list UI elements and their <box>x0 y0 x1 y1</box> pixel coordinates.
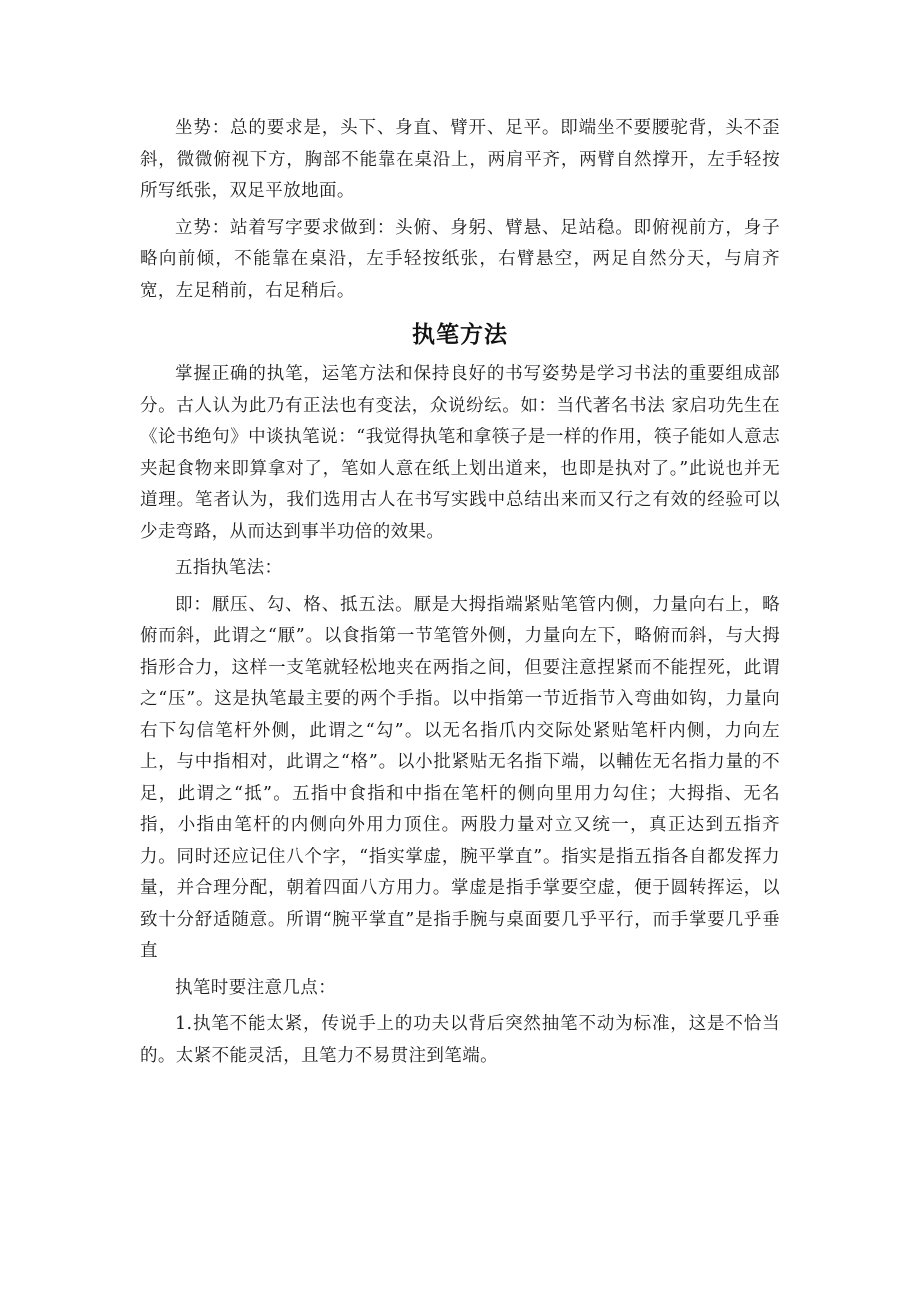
paragraph-five-finger-title: 五指执笔法： <box>175 558 283 578</box>
paragraph-intro: 掌握正确的执笔，运笔方法和保持良好的书写姿势是学习书法的重要组成部分。古人认为此乃有正法也有变法，众说纷纭。如：当代著名书法 家启功先生在《论书绝句》中谈执笔说：“我觉得执笔和拿筷子是一样的作用，筷子能如人意志夹起食物来即算拿对了，笔如人意在纸上划出道来，也即是执对了。”此说也并无道理。笔者认为，我们选用古人在书写实践中总结出来而又行之有效的经验可以少走弯路，从而达到事半功倍的效果。 <box>140 364 780 542</box>
paragraph-note-1: 1.执笔不能太紧，传说手上的功夫以背后突然抽笔不动为标准，这是不恰当的。太紧不能灵活，且笔力不易贯注到笔端。 <box>140 1014 780 1066</box>
paragraph-standing-posture: 立势：站着写字要求做到：头俯、身躬、臂悬、足站稳。即俯视前方，身子略向前倾，不能靠在桌沿，左手轻按纸张，右臂悬空，两足自然分天，与肩齐宽，左足稍前，右足稍后。 <box>140 217 780 301</box>
paragraph-five-finger-method: 即：厭压、勾、格、抵五法。厭是大拇指端紧贴笔管内侧，力量向右上，略俯而斜，此谓之“厭”。以食指第一节笔管外侧，力量向左下，略俯而斜，与大拇指形合力，这样一支笔就轻松地夹在两指之间，但要注意捏紧而不能捏死，此谓之“压”。这是执笔最主要的两个手指。以中指第一节近指节入弯曲如钩，力量向右下勾信笔杆外侧，此谓之“勾”。以无名指爪内交际处紧贴笔杆内侧，力向左上，与中指相对，此谓之“格”。以小批紧贴无名指下端，以輔佐无名指力量的不足，此谓之“抵”。五指中食指和中指在笔杆的侧向里用力勾住；大拇指、无名指，小指由笔杆的内侧向外用力顶住。两股力量对立又统一，真正达到五指齐力。同时还应记住八个字，“指实掌虚，腕平掌直”。指实是指五指各自都发挥力量，并合理分配，朝着四面八方用力。掌虚是指手掌要空虚，便于圆转挥运，以致十分舒适随意。所谓“腕平掌直”是指手腕与桌面要几乎平行，而手掌要几乎垂直 <box>140 594 780 961</box>
paragraph-notes-title: 执笔时要注意几点： <box>175 977 337 998</box>
paragraph-sitting-posture: 坐势：总的要求是，头下、身直、臂开、足平。即端坐不要腰驼背，头不歪斜，微微俯视下方，胸部不能靠在桌沿上，两肩平齐，两臂自然撑开，左手轻按所写纸张，双足平放地面。 <box>140 118 780 201</box>
section-heading: 执笔方法 <box>412 322 508 348</box>
document-page <box>140 113 780 1077</box>
